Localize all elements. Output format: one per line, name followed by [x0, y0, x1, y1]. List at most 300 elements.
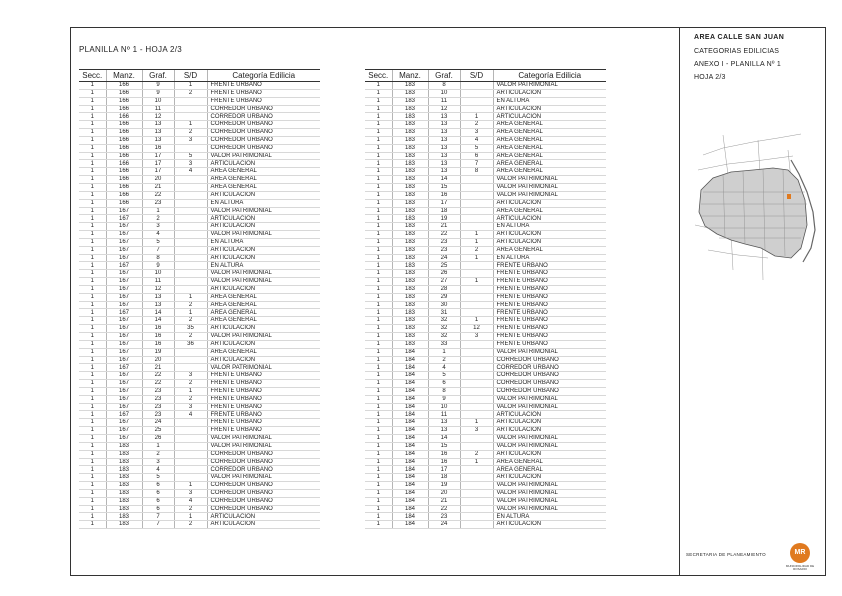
cell-category: ARTICULACION	[207, 254, 320, 262]
cell-secc: 1	[79, 285, 106, 293]
cell-manz: 184	[392, 442, 428, 450]
table-row	[79, 160, 320, 168]
cell-secc: 1	[79, 364, 106, 372]
cell-category: ARTICULACION	[207, 356, 320, 364]
cell-category: CORREDOR URBANO	[493, 387, 606, 395]
cell-manz: 183	[392, 168, 428, 176]
cell-graf: 23	[428, 238, 460, 246]
cell-manz: 184	[392, 474, 428, 482]
table-row	[365, 387, 606, 395]
cell-sd	[460, 395, 493, 403]
cell-sd	[174, 97, 207, 105]
cell-category: VALOR PATRIMONIAL	[207, 364, 320, 372]
header-graf: Graf.	[428, 70, 460, 82]
cell-manz: 183	[392, 293, 428, 301]
cell-category: VALOR PATRIMONIAL	[207, 278, 320, 286]
cell-manz: 183	[392, 207, 428, 215]
cell-category: VALOR PATRIMONIAL	[493, 176, 606, 184]
cell-category: FRENTE URBANO	[207, 419, 320, 427]
table-row	[79, 215, 320, 223]
cell-manz: 167	[106, 411, 142, 419]
cell-graf: 7	[142, 513, 174, 521]
category-table-left	[79, 69, 320, 529]
cell-graf: 21	[142, 183, 174, 191]
cell-secc: 1	[365, 434, 392, 442]
table-row	[79, 270, 320, 278]
cell-graf: 3	[142, 223, 174, 231]
cell-sd	[174, 262, 207, 270]
cell-secc: 1	[79, 246, 106, 254]
table-row	[365, 380, 606, 388]
table-row	[365, 372, 606, 380]
footer-secretaria: SECRETARIA DE PLANEAMIENTO	[686, 552, 766, 557]
cell-secc: 1	[365, 152, 392, 160]
cell-graf: 10	[428, 89, 460, 97]
cell-graf: 8	[428, 82, 460, 90]
cell-category: FRENTE URBANO	[493, 285, 606, 293]
table-row	[365, 411, 606, 419]
cell-manz: 166	[106, 183, 142, 191]
cell-graf: 12	[428, 105, 460, 113]
cell-secc: 1	[365, 121, 392, 129]
cell-manz: 166	[106, 168, 142, 176]
table-row	[79, 482, 320, 490]
cell-sd	[460, 387, 493, 395]
cell-manz: 167	[106, 356, 142, 364]
cell-sd: 1	[174, 309, 207, 317]
cell-sd	[174, 458, 207, 466]
cell-secc: 1	[79, 97, 106, 105]
cell-category: VALOR PATRIMONIAL	[207, 270, 320, 278]
cell-graf: 13	[428, 427, 460, 435]
municipality-logo-caption: MUNICIPALIDAD DE ROSARIO	[785, 564, 815, 571]
cell-sd	[460, 191, 493, 199]
cell-secc: 1	[365, 521, 392, 529]
table-row	[79, 348, 320, 356]
cell-manz: 183	[106, 521, 142, 529]
side-panel-divider	[679, 27, 680, 576]
table-row	[79, 121, 320, 129]
cell-secc: 1	[365, 129, 392, 137]
cell-manz: 167	[106, 403, 142, 411]
cell-graf: 9	[142, 262, 174, 270]
cell-sd	[174, 144, 207, 152]
cell-graf: 16	[428, 191, 460, 199]
table-row	[365, 419, 606, 427]
cell-secc: 1	[365, 317, 392, 325]
cell-category: AREA GENERAL	[493, 207, 606, 215]
cell-sd	[174, 348, 207, 356]
cell-graf: 14	[428, 434, 460, 442]
cell-sd: 2	[174, 89, 207, 97]
table-row	[79, 513, 320, 521]
table-row	[79, 403, 320, 411]
cell-category: AREA GENERAL	[493, 152, 606, 160]
cell-secc: 1	[79, 270, 106, 278]
cell-sd: 3	[460, 427, 493, 435]
table-row	[365, 199, 606, 207]
cell-manz: 166	[106, 89, 142, 97]
cell-sd: 2	[174, 333, 207, 341]
cell-manz: 167	[106, 325, 142, 333]
cell-sd: 4	[174, 168, 207, 176]
cell-sd	[460, 309, 493, 317]
cell-manz: 167	[106, 278, 142, 286]
cell-category: CORREDOR URBANO	[207, 482, 320, 490]
cell-secc: 1	[79, 152, 106, 160]
cell-manz: 184	[392, 380, 428, 388]
cell-graf: 25	[428, 262, 460, 270]
cell-manz: 183	[392, 113, 428, 121]
cell-category: FRENTE URBANO	[207, 403, 320, 411]
cell-category: ARTICULACION	[207, 223, 320, 231]
cell-manz: 167	[106, 270, 142, 278]
cell-sd	[460, 199, 493, 207]
cell-secc: 1	[365, 450, 392, 458]
cell-manz: 167	[106, 317, 142, 325]
cell-manz: 184	[392, 364, 428, 372]
cell-sd	[460, 505, 493, 513]
table-row	[79, 176, 320, 184]
cell-graf: 10	[142, 97, 174, 105]
cell-sd	[460, 356, 493, 364]
cell-graf: 23	[142, 411, 174, 419]
cell-secc: 1	[365, 223, 392, 231]
cell-category: EN ALTURA	[207, 199, 320, 207]
cell-category: FRENTE URBANO	[207, 372, 320, 380]
side-subtitle-annex: ANEXO I - PLANILLA Nº 1	[694, 61, 781, 68]
cell-secc: 1	[79, 317, 106, 325]
cell-secc: 1	[79, 403, 106, 411]
cell-manz: 167	[106, 340, 142, 348]
cell-graf: 19	[428, 482, 460, 490]
table-row	[79, 183, 320, 191]
cell-category: ARTICULACION	[207, 246, 320, 254]
cell-secc: 1	[79, 168, 106, 176]
table-row	[79, 395, 320, 403]
cell-sd	[460, 497, 493, 505]
table-row	[79, 364, 320, 372]
cell-secc: 1	[79, 505, 106, 513]
cell-category: FRENTE URBANO	[207, 411, 320, 419]
cell-manz: 167	[106, 254, 142, 262]
table-row	[365, 254, 606, 262]
cell-sd	[460, 340, 493, 348]
cell-graf: 22	[428, 505, 460, 513]
table-row	[365, 450, 606, 458]
cell-sd	[460, 270, 493, 278]
cell-graf: 2	[142, 215, 174, 223]
cell-category: CORREDOR URBANO	[207, 144, 320, 152]
cell-sd	[174, 356, 207, 364]
table-row	[79, 317, 320, 325]
cell-manz: 167	[106, 223, 142, 231]
cell-graf: 13	[428, 168, 460, 176]
cell-manz: 166	[106, 121, 142, 129]
cell-secc: 1	[79, 442, 106, 450]
cell-graf: 21	[142, 364, 174, 372]
cell-sd: 1	[460, 419, 493, 427]
cell-manz: 183	[392, 136, 428, 144]
cell-sd: 2	[174, 521, 207, 529]
cell-manz: 184	[392, 482, 428, 490]
cell-manz: 166	[106, 136, 142, 144]
table-row	[79, 223, 320, 231]
cell-category: FRENTE URBANO	[493, 309, 606, 317]
cell-category: VALOR PATRIMONIAL	[493, 482, 606, 490]
city-urban-area	[699, 168, 807, 258]
cell-category: ARTICULACION	[207, 191, 320, 199]
table-row	[79, 152, 320, 160]
table-row	[79, 285, 320, 293]
table-row	[365, 121, 606, 129]
table-row	[365, 395, 606, 403]
cell-secc: 1	[365, 301, 392, 309]
cell-sd	[460, 293, 493, 301]
cell-graf: 3	[142, 458, 174, 466]
cell-graf: 24	[428, 254, 460, 262]
cell-manz: 166	[106, 191, 142, 199]
cell-secc: 1	[365, 419, 392, 427]
table-row	[79, 380, 320, 388]
cell-secc: 1	[79, 89, 106, 97]
cell-secc: 1	[365, 474, 392, 482]
cell-sd	[174, 176, 207, 184]
cell-secc: 1	[365, 246, 392, 254]
cell-manz: 184	[392, 497, 428, 505]
cell-graf: 28	[428, 285, 460, 293]
cell-sd	[460, 513, 493, 521]
cell-secc: 1	[79, 105, 106, 113]
cell-graf: 13	[428, 152, 460, 160]
cell-category: VALOR PATRIMONIAL	[493, 489, 606, 497]
cell-graf: 27	[428, 278, 460, 286]
cell-category: AREA GENERAL	[493, 160, 606, 168]
cell-sd	[174, 434, 207, 442]
cell-graf: 23	[142, 387, 174, 395]
cell-sd	[174, 238, 207, 246]
cell-category: FRENTE URBANO	[207, 89, 320, 97]
table-row	[79, 191, 320, 199]
cell-sd: 12	[460, 325, 493, 333]
cell-secc: 1	[365, 380, 392, 388]
cell-manz: 183	[392, 121, 428, 129]
table-row	[79, 136, 320, 144]
cell-graf: 15	[428, 442, 460, 450]
cell-manz: 167	[106, 246, 142, 254]
cell-category: ARTICULACION	[207, 285, 320, 293]
cell-graf: 13	[428, 419, 460, 427]
cell-secc: 1	[79, 333, 106, 341]
table-row	[365, 191, 606, 199]
cell-graf: 15	[428, 183, 460, 191]
header-manz: Manz.	[392, 70, 428, 82]
cell-sd	[174, 223, 207, 231]
cell-graf: 13	[428, 136, 460, 144]
cell-secc: 1	[79, 191, 106, 199]
table-row	[79, 450, 320, 458]
side-title: AREA CALLE SAN JUAN	[694, 34, 785, 41]
cell-secc: 1	[79, 121, 106, 129]
cell-category: AREA GENERAL	[207, 183, 320, 191]
table-row	[79, 231, 320, 239]
cell-graf: 16	[428, 450, 460, 458]
cell-manz: 184	[392, 387, 428, 395]
cell-graf: 6	[142, 482, 174, 490]
cell-sd: 1	[460, 238, 493, 246]
header-manz: Manz.	[106, 70, 142, 82]
cell-graf: 13	[428, 113, 460, 121]
cell-graf: 13	[142, 121, 174, 129]
table-row	[365, 403, 606, 411]
cell-manz: 183	[106, 474, 142, 482]
table-row	[365, 317, 606, 325]
cell-sd: 7	[460, 160, 493, 168]
cell-sd	[460, 285, 493, 293]
cell-category: AREA GENERAL	[207, 293, 320, 301]
cell-manz: 183	[392, 89, 428, 97]
cell-manz: 183	[392, 270, 428, 278]
cell-secc: 1	[79, 238, 106, 246]
cell-graf: 2	[428, 356, 460, 364]
cell-secc: 1	[365, 113, 392, 121]
cell-sd: 3	[174, 136, 207, 144]
cell-sd	[460, 364, 493, 372]
cell-manz: 167	[106, 427, 142, 435]
cell-sd	[460, 466, 493, 474]
cell-graf: 14	[428, 176, 460, 184]
cell-category: EN ALTURA	[493, 223, 606, 231]
cell-manz: 183	[392, 160, 428, 168]
cell-manz: 183	[392, 340, 428, 348]
side-subtitle-categories: CATEGORIAS EDILICIAS	[694, 48, 780, 55]
cell-manz: 184	[392, 372, 428, 380]
cell-manz: 184	[392, 411, 428, 419]
cell-manz: 167	[106, 293, 142, 301]
cell-sd: 1	[460, 113, 493, 121]
cell-manz: 166	[106, 144, 142, 152]
cell-category: VALOR PATRIMONIAL	[207, 442, 320, 450]
table-row	[79, 89, 320, 97]
cell-manz: 183	[106, 450, 142, 458]
table-row	[79, 474, 320, 482]
cell-sd: 1	[174, 293, 207, 301]
table-row	[79, 411, 320, 419]
cell-graf: 2	[142, 450, 174, 458]
cell-category: CORREDOR URBANO	[207, 113, 320, 121]
cell-category: AREA GENERAL	[207, 176, 320, 184]
cell-sd: 1	[460, 317, 493, 325]
highlighted-area-marker	[787, 194, 791, 199]
cell-manz: 183	[392, 254, 428, 262]
cell-secc: 1	[79, 278, 106, 286]
cell-sd	[174, 254, 207, 262]
cell-secc: 1	[79, 434, 106, 442]
cell-sd	[460, 89, 493, 97]
table-row	[365, 301, 606, 309]
cell-category: AREA GENERAL	[493, 136, 606, 144]
cell-sd	[174, 105, 207, 113]
cell-category: AREA GENERAL	[207, 301, 320, 309]
cell-manz: 167	[106, 380, 142, 388]
cell-sd: 3	[460, 333, 493, 341]
cell-manz: 184	[392, 489, 428, 497]
cell-category: VALOR PATRIMONIAL	[493, 191, 606, 199]
cell-category: CORREDOR URBANO	[207, 136, 320, 144]
table-row	[79, 309, 320, 317]
cell-secc: 1	[365, 364, 392, 372]
table-row	[79, 434, 320, 442]
cell-graf: 22	[142, 380, 174, 388]
cell-graf: 11	[142, 105, 174, 113]
cell-manz: 167	[106, 262, 142, 270]
cell-category: ARTICULACION	[493, 450, 606, 458]
cell-sd	[174, 466, 207, 474]
cell-graf: 5	[142, 474, 174, 482]
cell-graf: 21	[428, 497, 460, 505]
cell-manz: 166	[106, 105, 142, 113]
table-row	[365, 356, 606, 364]
cell-sd	[174, 199, 207, 207]
cell-manz: 183	[106, 442, 142, 450]
cell-category: VALOR PATRIMONIAL	[493, 395, 606, 403]
cell-sd	[460, 482, 493, 490]
cell-secc: 1	[365, 160, 392, 168]
cell-manz: 184	[392, 356, 428, 364]
table-row	[365, 97, 606, 105]
cell-manz: 183	[106, 466, 142, 474]
cell-graf: 13	[142, 293, 174, 301]
cell-secc: 1	[79, 513, 106, 521]
table-row	[79, 278, 320, 286]
table-row	[365, 333, 606, 341]
cell-sd: 2	[174, 129, 207, 137]
cell-manz: 183	[392, 238, 428, 246]
table-row	[79, 238, 320, 246]
cell-secc: 1	[79, 144, 106, 152]
cell-secc: 1	[79, 309, 106, 317]
table-row	[365, 113, 606, 121]
cell-secc: 1	[79, 82, 106, 90]
table-row	[365, 278, 606, 286]
table-row	[79, 262, 320, 270]
cell-graf: 4	[428, 364, 460, 372]
cell-manz: 167	[106, 333, 142, 341]
cell-graf: 1	[142, 442, 174, 450]
cell-secc: 1	[79, 372, 106, 380]
cell-manz: 183	[392, 301, 428, 309]
cell-secc: 1	[365, 395, 392, 403]
cell-graf: 24	[428, 521, 460, 529]
table-row	[365, 521, 606, 529]
cell-graf: 13	[428, 160, 460, 168]
cell-category: ARTICULACION	[207, 513, 320, 521]
cell-category: CORREDOR URBANO	[207, 129, 320, 137]
cell-category: CORREDOR URBANO	[207, 105, 320, 113]
cell-category: VALOR PATRIMONIAL	[207, 333, 320, 341]
table-row	[79, 254, 320, 262]
cell-manz: 167	[106, 231, 142, 239]
cell-category: ARTICULACION	[493, 89, 606, 97]
cell-category: CORREDOR URBANO	[207, 497, 320, 505]
cell-category: AREA GENERAL	[493, 466, 606, 474]
cell-secc: 1	[79, 129, 106, 137]
cell-manz: 183	[392, 152, 428, 160]
cell-secc: 1	[365, 238, 392, 246]
cell-sd	[460, 442, 493, 450]
cell-manz: 166	[106, 152, 142, 160]
table-row	[365, 340, 606, 348]
